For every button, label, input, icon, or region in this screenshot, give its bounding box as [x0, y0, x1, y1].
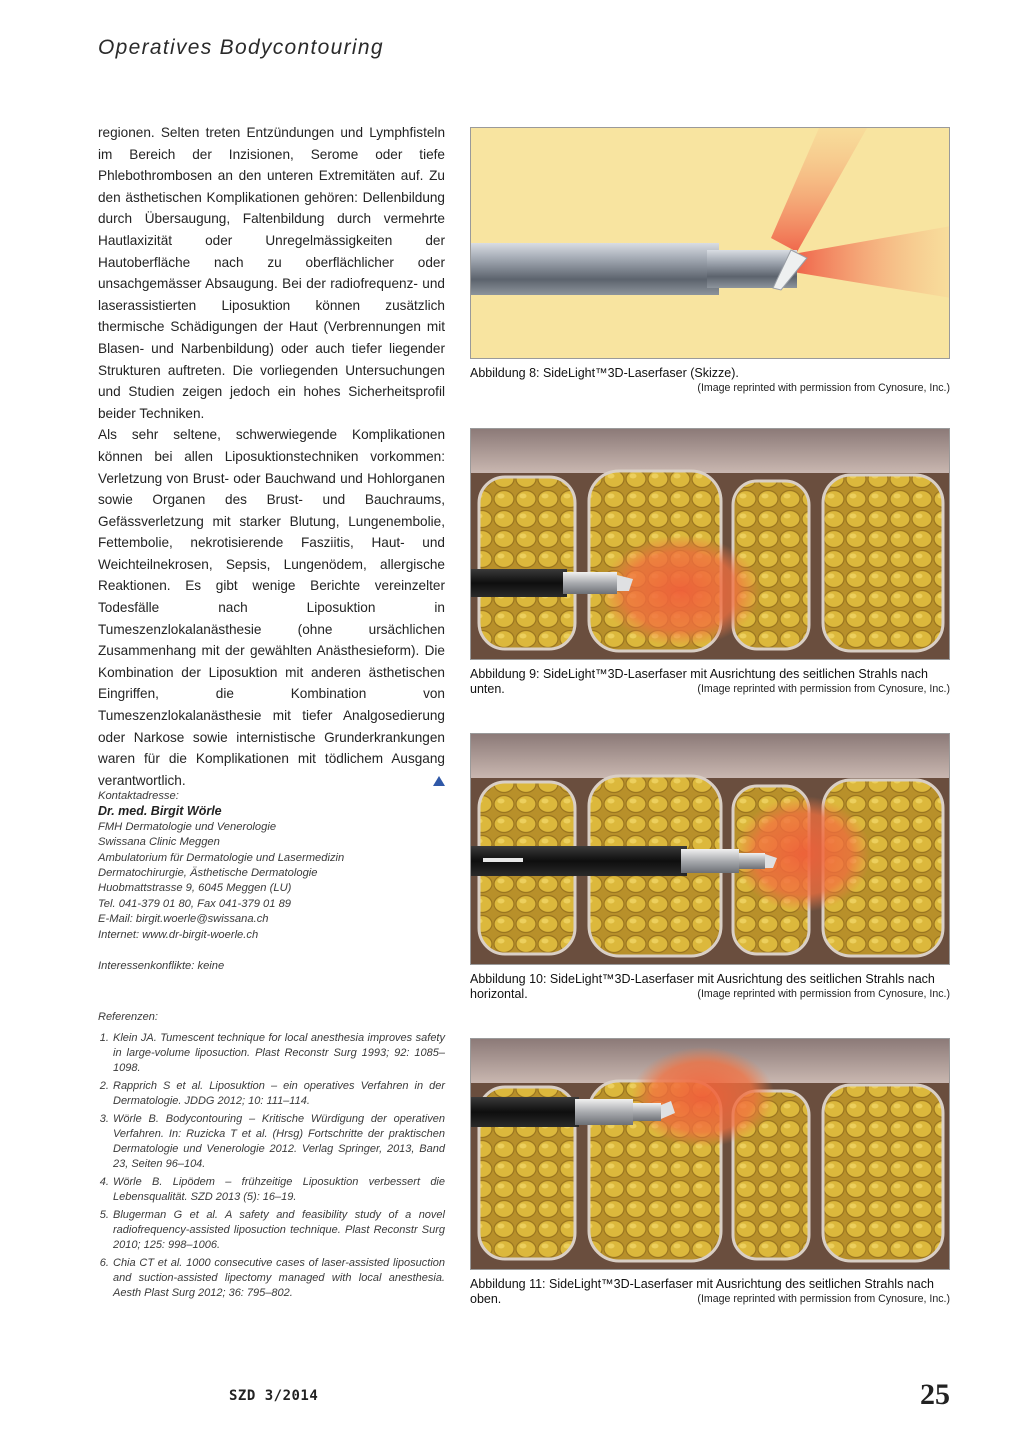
body-paragraph: Als sehr seltene, schwerwiegende Komplikationen können bei allen Liposuktionstechniken vorkommen: Verletzung von Brust- oder Bauchwand und Hohlorganen sowie Organen des Brust- und Bauchraums, Gefässverletzung mit starker Blutung, Lungenembolie, Fettembolie, nekrotisierende Fasziitis, Haut- und Weichteilnekrosen, Sepsis, Lungenödem, allergische Reaktionen. Es gibt wenige Berichte vereinzelter Todesfälle nach Liposuktion in Tumeszenzlokalanästhesie (ohne ursächlichen Zusammenhang mit der gewählten Anästhesieform). Die Kombination der Liposuktion mit anderen ästhetischen Eingriffen, die Kombination von Tumeszenzlokalanästhesie mit tiefer Analgosedierung oder Narkose sowie internistische Grunderkrankungen waren für die Komplikationen mit tödlichem Ausgang verantwortlich. [98, 427, 445, 788]
contact-website: Internet: www.dr-birgit-woerle.ch [98, 928, 259, 941]
reference-item: 2. Rapprich S et al. Liposuktion – ein operatives Verfahren in der Dermatologie. JDDG 2012; 10: 111–114. [112, 1079, 445, 1109]
image-credit: (Image reprinted with permission from Cynosure, Inc.) [697, 382, 950, 394]
laser-fiber-sketch-image [470, 127, 950, 359]
tissue-illustration-svg [471, 1039, 950, 1270]
references [98, 1010, 445, 1304]
tissue-illustration-image [470, 1038, 950, 1270]
body-paragraph: regionen. Selten treten Entzündungen und Lymphfisteln im Bereich der Inzisionen, Serome oder tiefe Phlebothrombosen an den unteren Extremitäten auf. Zu den ästhetischen Komplikationen gehören: Dellenbildung durch Übersaugung, Faltenbildung durch vermehrte Hautlaxizität oder Unregelmässigkeiten der Hautoberfläche nach zu oberflächlicher oder unsachgemässer Absaugung. Bei der radiofrequenz- und laserassistierten Liposuktion können zusätzlich thermische Schädigungen der Haut (Verbrennungen mit Blasen- und Narbenbildung) oder auch tiefer liegender Strukturen auftreten. Die vorliegenden Untersuchungen und Studien zeigen jedoch ein hohes Sicherheitsprofil beider Techniken. [98, 125, 445, 421]
contact-email: E-Mail: birgit.woerle@swissana.ch [98, 913, 269, 926]
caption-text: Abbildung 11: SideLight™3D-Laserfaser mit Ausrichtung des seitlichen Strahls nach oben. [470, 1277, 934, 1306]
contact-name: Dr. med. Birgit Wörle [98, 804, 222, 819]
image-credit: (Image reprinted with permission from Cynosure, Inc.) [697, 1293, 950, 1305]
end-of-article-triangle-icon [433, 776, 445, 786]
reference-item: 1. Klein JA. Tumescent technique for local anesthesia improves safety in large-volume liposuction. Plast Reconstr Surg 1993; 92: 1085–1098. [112, 1031, 445, 1076]
contact-line: Tel. 041-379 01 80, Fax 041-379 01 89 [98, 897, 292, 910]
caption-text: Abbildung 10: SideLight™3D-Laserfaser mit Ausrichtung des seitlichen Strahls nach horizontal. [470, 972, 935, 1001]
figure-9-caption [470, 667, 950, 697]
laser-fiber-sketch-svg [471, 128, 950, 359]
contact-line: Huobmattstrasse 9, 6045 Meggen (LU) [98, 882, 292, 895]
journal-issue: SZD 3/2014 [229, 1388, 319, 1404]
contact-line: FMH Dermatologie und Venerologie [98, 820, 277, 833]
tissue-illustration-image [470, 428, 950, 660]
tissue-illustration-svg [471, 734, 950, 965]
tissue-illustration-image [470, 733, 950, 965]
running-header: Operatives Bodycontouring [98, 36, 384, 59]
conflicts-of-interest: Interessenkonflikte: keine [98, 960, 225, 973]
page-number: 25 [920, 1378, 950, 1411]
image-credit: (Image reprinted with permission from Cynosure, Inc.) [697, 988, 950, 1000]
contact-label: Kontaktadresse: [98, 790, 179, 802]
figure-8-caption [470, 366, 950, 394]
reference-item: 6. Chia CT et al. 1000 consecutive cases of laser-assisted liposuction and suction-assisted lipectomy managed with local anesthesia. Aesth Plast Surg 2012; 36: 795–802. [112, 1256, 445, 1301]
figure-10-caption [470, 972, 950, 1002]
contact-address [98, 789, 445, 974]
figure-8 [470, 127, 950, 396]
article-body [98, 122, 445, 791]
figure-10 [470, 733, 950, 1002]
contact-line: Dermatochirurgie, Ästhetische Dermatologie [98, 867, 318, 880]
reference-list [98, 1031, 445, 1301]
reference-item: 5. Blugerman G et al. A safety and feasibility study of a novel radiofrequency-assisted liposuction technique. Plast Reconstr Surg 2010; 125: 998–1006. [112, 1208, 445, 1253]
image-credit: (Image reprinted with permission from Cynosure, Inc.) [697, 683, 950, 695]
figure-11-caption [470, 1277, 950, 1307]
contact-line: Ambulatorium für Dermatologie und Lasermedizin [98, 851, 345, 864]
references-label: Referenzen: [98, 1011, 158, 1023]
figure-9 [470, 428, 950, 697]
reference-item: 4. Wörle B. Lipödem – frühzeitige Liposuktion verbessert die Lebensqualität. SZD 2013 (5): 16–19. [112, 1175, 445, 1205]
contact-line: Swissana Clinic Meggen [98, 836, 220, 849]
reference-item: 3. Wörle B. Bodycontouring – Kritische Würdigung der operativen Verfahren. In: Ruzicka T et al. (Hrsg) Fortschritte der praktischen Dermatologie und Venerologie 2012. Verlag Springer, 2013, Band 23, Seiten 96–104. [112, 1112, 445, 1172]
caption-text: Abbildung 9: SideLight™3D-Laserfaser mit Ausrichtung des seitlichen Strahls nach unten. [470, 667, 928, 696]
tissue-illustration-svg [471, 429, 950, 660]
figure-11 [470, 1038, 950, 1307]
caption-text: Abbildung 8: SideLight™3D-Laserfaser (Skizze). [470, 366, 739, 380]
